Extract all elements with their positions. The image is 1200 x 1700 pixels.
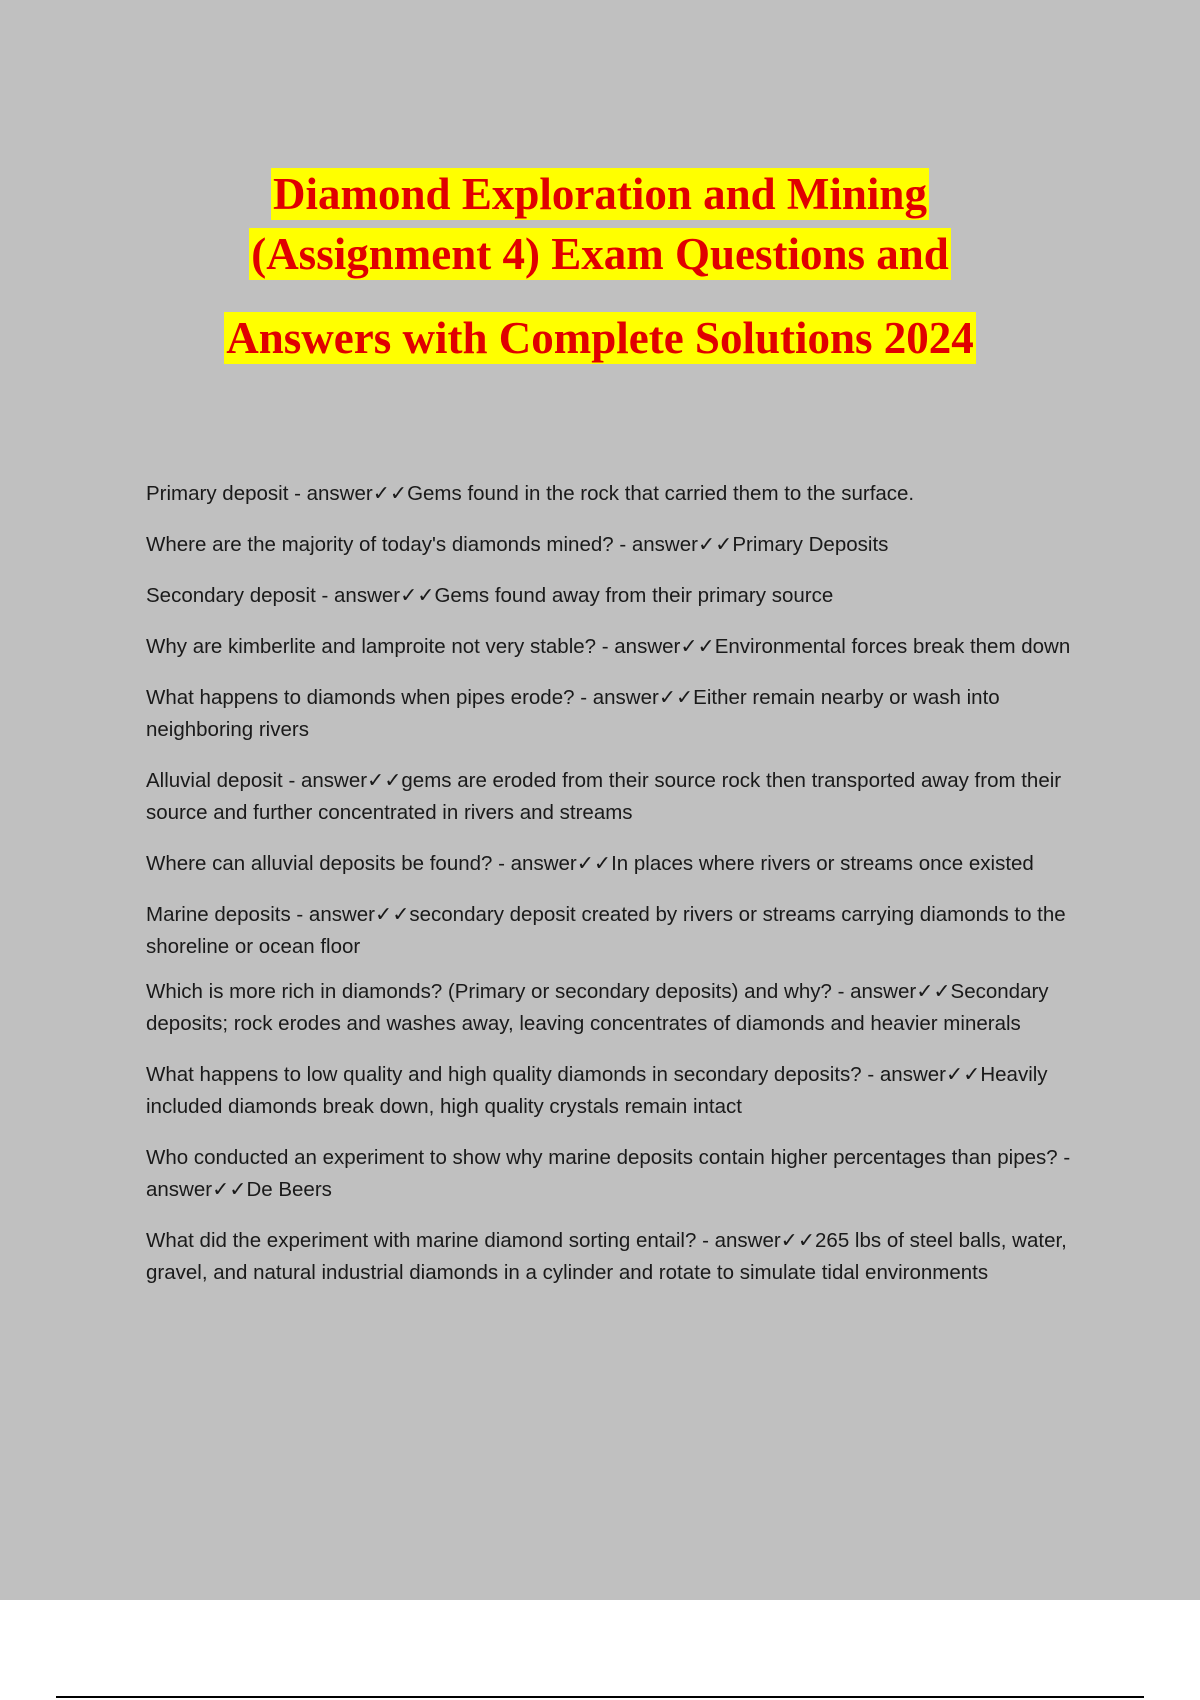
check-icon: ✓✓ — [945, 1063, 981, 1086]
check-icon: ✓✓ — [372, 482, 408, 505]
qa-item-10 — [146, 1059, 1091, 1123]
question-text: Primary deposit - answer — [146, 482, 373, 505]
check-icon: ✓✓ — [576, 852, 612, 875]
title-line-1: Diamond Exploration and Mining — [273, 169, 927, 219]
check-icon: ✓✓ — [780, 1229, 816, 1252]
question-text: What did the experiment with marine diamond sorting entail? - answer — [146, 1229, 781, 1252]
qa-item-8 — [146, 899, 1091, 963]
qa-item-12 — [146, 1225, 1091, 1289]
qa-item-4 — [146, 631, 1091, 663]
answer-text: De Beers — [246, 1178, 332, 1201]
title-line-2: (Assignment 4) Exam Questions and — [251, 229, 949, 279]
answer-text: secondary deposit created by rivers or streams carrying diamonds to the shoreline or ocean floor — [146, 903, 1066, 958]
qa-item-2 — [146, 529, 1091, 561]
check-icon: ✓✓ — [680, 635, 715, 658]
check-icon: ✓✓ — [212, 1178, 247, 1201]
check-icon: ✓✓ — [367, 769, 402, 792]
answer-text: Secondary deposits; rock erodes and washes away, leaving concentrates of diamonds and heavier minerals — [146, 980, 1049, 1035]
check-icon: ✓✓ — [916, 980, 951, 1003]
check-icon: ✓✓ — [658, 686, 694, 709]
question-text: Secondary deposit - answer — [146, 584, 401, 607]
answer-text: In places where rivers or streams once existed — [611, 852, 1034, 875]
qa-item-5 — [146, 682, 1091, 746]
answer-text: Gems found away from their primary source — [434, 584, 834, 607]
footer-divider — [56, 1696, 1144, 1698]
question-text: Why are kimberlite and lamproite not very stable? - answer — [146, 635, 681, 658]
answer-text: Either remain nearby or wash into neighboring rivers — [146, 686, 1000, 741]
qa-item-1 — [146, 478, 1091, 510]
document-title — [0, 168, 1200, 372]
answer-text: gems are eroded from their source rock then transported away from their source and further concentrated in rivers and streams — [146, 769, 1062, 824]
question-text: Who conducted an experiment to show why marine deposits contain higher percentages than pipes? - answer — [146, 1146, 1071, 1201]
check-icon: ✓✓ — [697, 533, 733, 556]
qa-item-3 — [146, 580, 1091, 612]
answer-text: Primary Deposits — [732, 533, 889, 556]
qa-list — [146, 478, 1091, 1308]
qa-item-11 — [146, 1142, 1091, 1206]
answer-text: Heavily included diamonds break down, high quality crystals remain intact — [146, 1063, 1048, 1118]
title-line-3: Answers with Complete Solutions 2024 — [226, 313, 974, 363]
answer-text: Environmental forces break them down — [714, 635, 1071, 658]
check-icon: ✓✓ — [375, 903, 410, 926]
answer-text: Gems found in the rock that carried them to the surface. — [407, 482, 915, 505]
question-text: Where can alluvial deposits be found? - answer — [146, 852, 577, 875]
qa-item-6 — [146, 765, 1091, 829]
qa-item-7 — [146, 848, 1091, 880]
question-text: Marine deposits - answer — [146, 903, 376, 926]
question-text: What happens to diamonds when pipes erode? - answer — [146, 686, 659, 709]
question-text: Where are the majority of today's diamonds mined? - answer — [146, 533, 698, 556]
qa-item-9 — [146, 976, 1091, 1040]
question-text: Which is more rich in diamonds? (Primary or secondary deposits) and why? - answer — [146, 980, 917, 1003]
answer-text: 265 lbs of steel balls, water, gravel, and natural industrial diamonds in a cylinder and rotate to simulate tidal environments — [146, 1229, 1067, 1284]
question-text: Alluvial deposit - answer — [146, 769, 368, 792]
check-icon: ✓✓ — [400, 584, 435, 607]
question-text: What happens to low quality and high quality diamonds in secondary deposits? - answer — [146, 1063, 946, 1086]
